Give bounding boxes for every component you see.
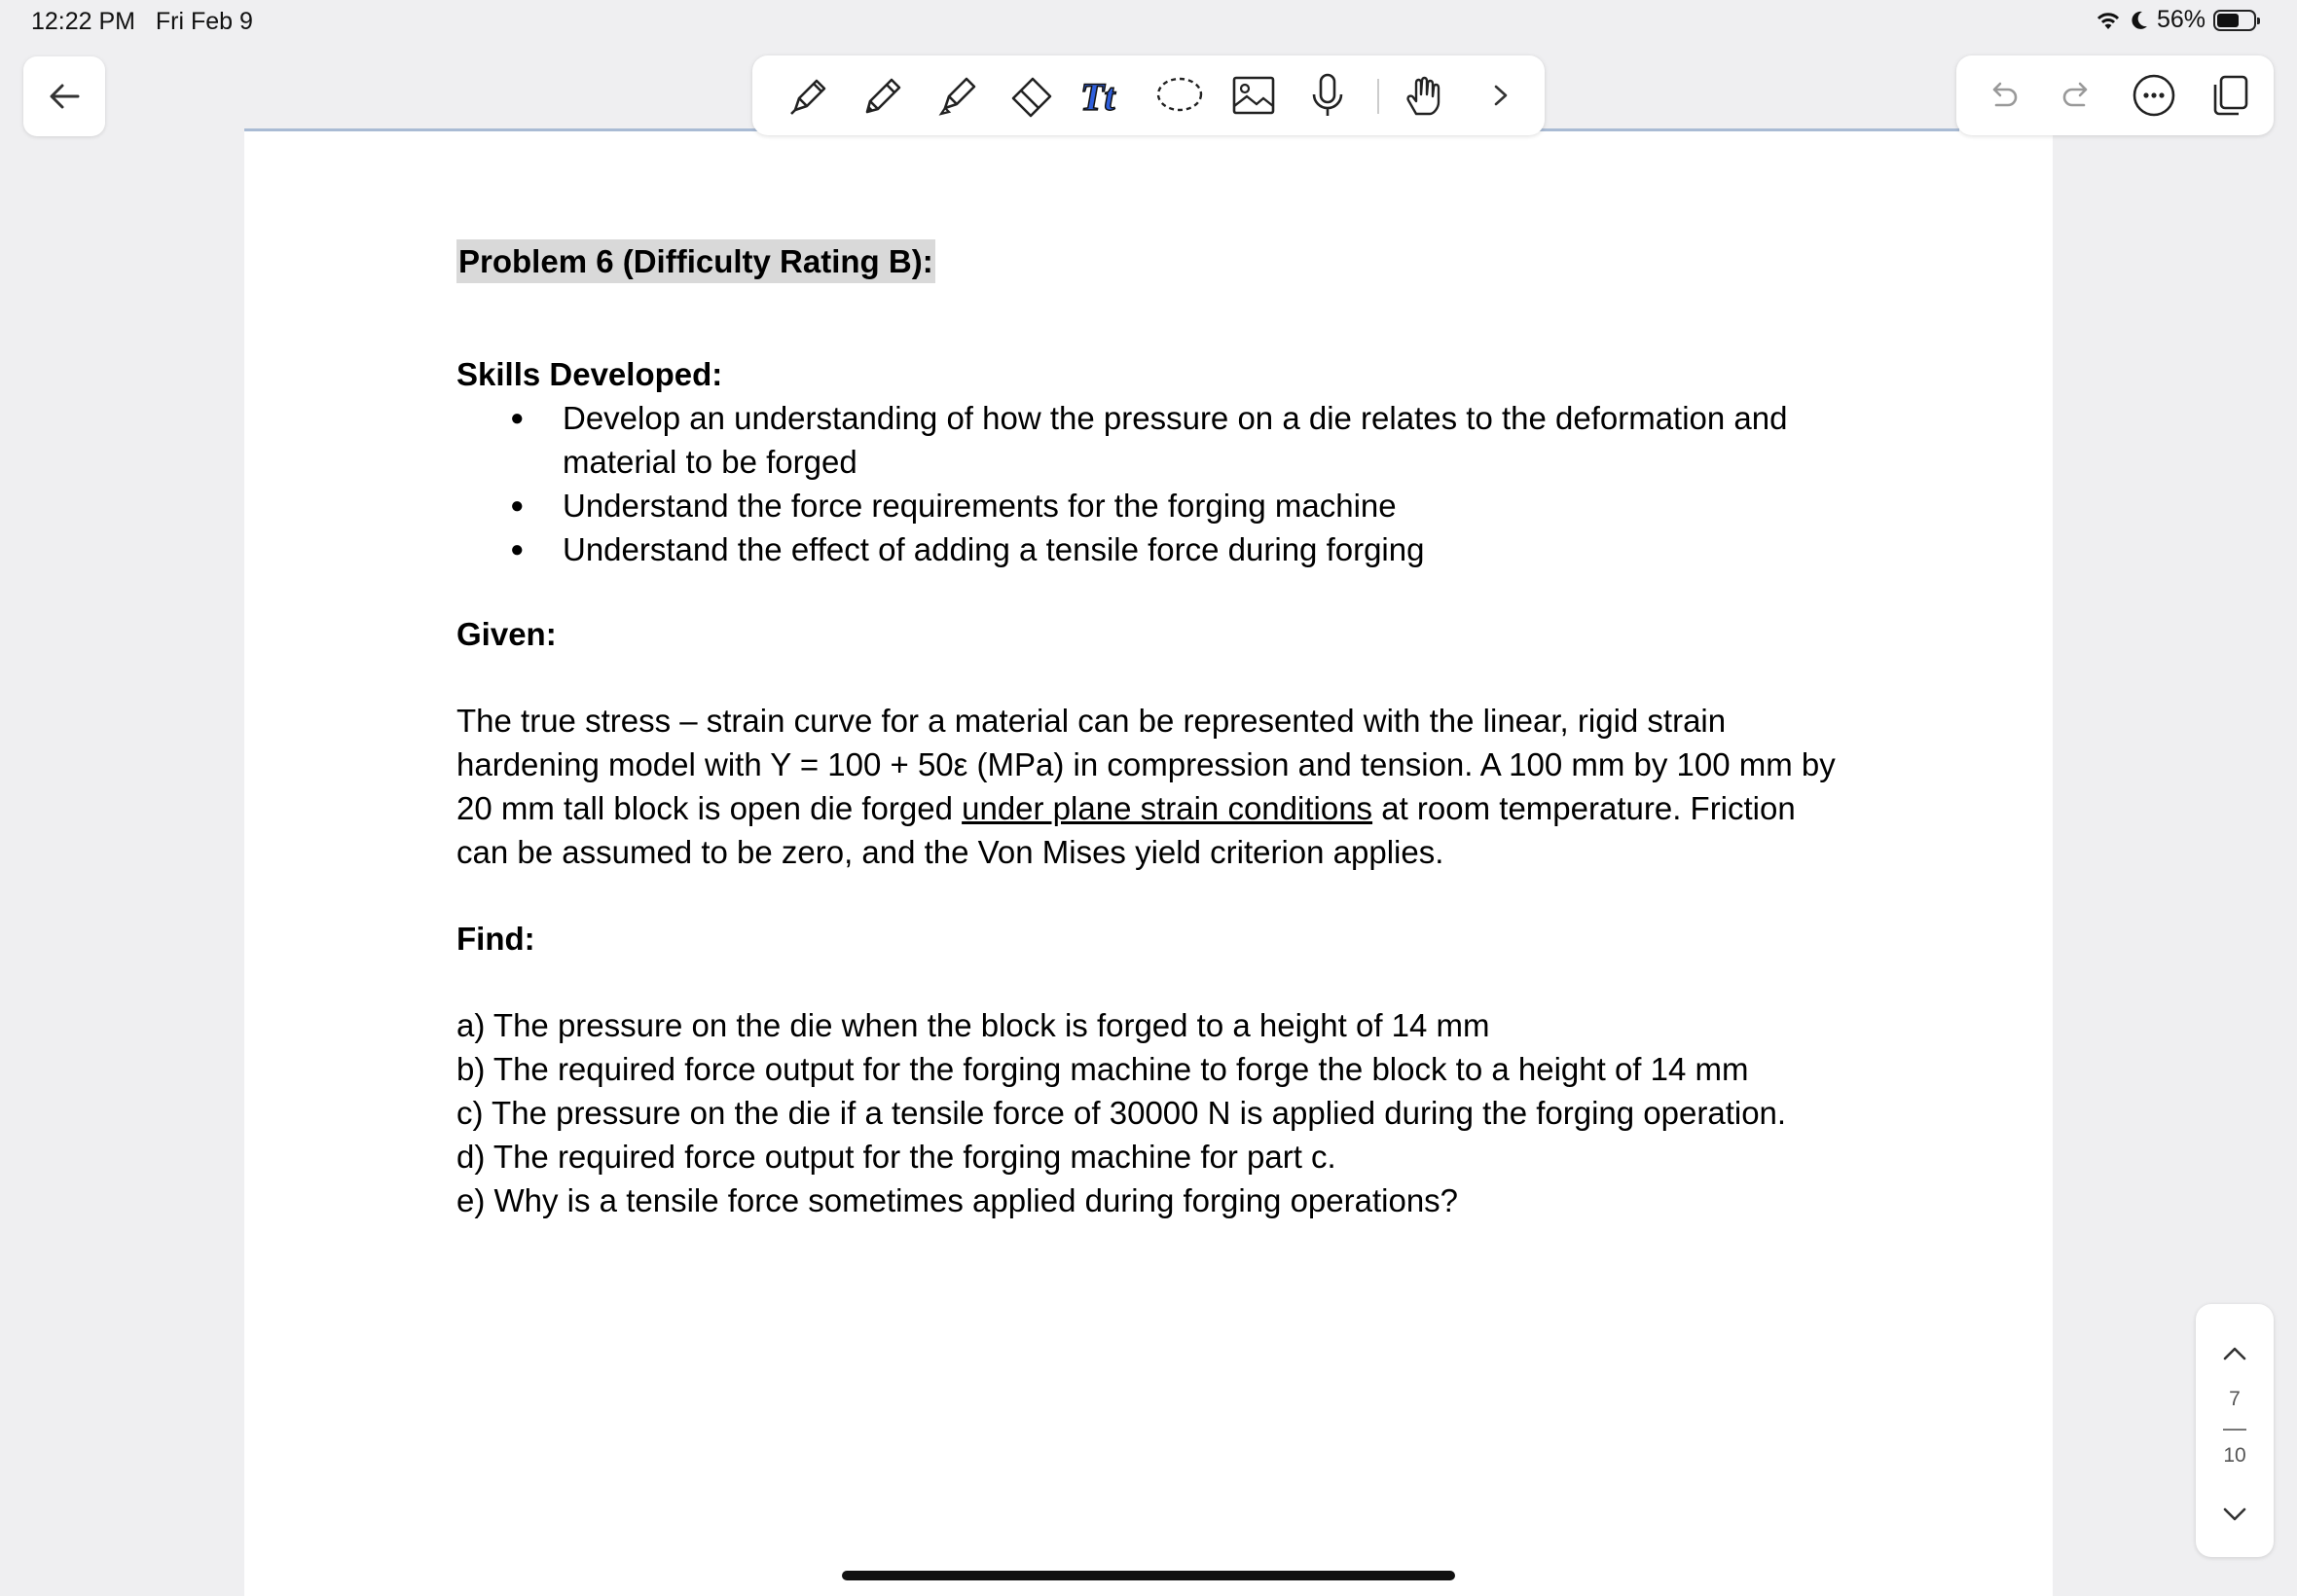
highlighter-tool-button[interactable] [930, 67, 986, 124]
skill-item: ● Understand the effect of adding a tensile force during forging [456, 527, 1839, 571]
more-tools-button[interactable] [1473, 67, 1529, 124]
pages-icon [2207, 73, 2252, 118]
svg-text:Tt: Tt [1080, 75, 1115, 119]
page-navigator [2196, 1304, 2274, 1557]
text-tool-button[interactable] [1077, 67, 1134, 124]
pencil-tool-button[interactable] [856, 67, 912, 124]
pages-button[interactable] [2202, 67, 2258, 124]
battery-percent: 56% [2156, 6, 2206, 33]
microphone-tool-button[interactable] [1299, 67, 1356, 124]
pencil-icon [859, 71, 908, 120]
given-underlined-text: under plane strain conditions [962, 790, 1373, 826]
skills-heading: Skills Developed: [456, 356, 723, 392]
given-text-part1: The true stress – strain curve for a material can be represented with the linear, rigid strain hardening model with Y = 100 + 50ε (MPa) in compression and tension. A 100 mm by 100 mm by 20 mm tall block is open die forged [456, 703, 1836, 826]
chevron-up-icon [2215, 1333, 2254, 1372]
toolbar-separator [1377, 79, 1379, 114]
find-item-c: c) The pressure on the die if a tensile force of 30000 N is applied during the forging operation. [456, 1095, 1787, 1131]
clock: 12:22 PM [31, 8, 136, 35]
find-item-e: e) Why is a tensile force sometimes applied during forging operations? [456, 1182, 1459, 1218]
pen-icon [785, 71, 834, 120]
ellipsis-circle-icon [2132, 73, 2176, 118]
find-item-a: a) The pressure on the die when the block is forged to a height of 14 mm [456, 1007, 1490, 1043]
lasso-tool-button[interactable] [1151, 67, 1208, 124]
redo-button[interactable] [2050, 67, 2106, 124]
battery-icon [2213, 10, 2256, 31]
eraser-icon [1007, 71, 1056, 120]
microphone-icon [1303, 71, 1352, 120]
moon-icon [2130, 10, 2149, 31]
right-toolbar [1956, 55, 2274, 135]
skills-list [456, 396, 1839, 571]
touch-tool-button[interactable] [1397, 67, 1453, 124]
current-page-number: 7 [2229, 1388, 2241, 1410]
next-page-button[interactable] [2215, 1495, 2254, 1534]
home-indicator [842, 1571, 1455, 1580]
document-content [456, 239, 1839, 1222]
undo-icon [1983, 76, 2022, 115]
find-item-d: d) The required force output for the forging machine for part c. [456, 1139, 1336, 1175]
drawing-toolbar [752, 55, 1545, 135]
chevron-right-icon [1486, 81, 1515, 110]
page-number-divider [2223, 1429, 2246, 1431]
wifi-icon [2095, 10, 2122, 31]
given-paragraph [456, 699, 1839, 874]
arrow-left-icon [45, 77, 84, 116]
total-page-number: 10 [2223, 1444, 2246, 1467]
previous-page-button[interactable] [2215, 1333, 2254, 1372]
hand-touch-icon [1401, 71, 1449, 120]
redo-icon [2059, 76, 2097, 115]
status-time [31, 8, 253, 36]
status-right [2095, 6, 2256, 34]
date: Fri Feb 9 [155, 8, 253, 35]
given-heading: Given: [456, 616, 557, 652]
find-heading: Find: [456, 921, 535, 957]
highlighter-icon [933, 71, 982, 120]
skill-item: ● Develop an understanding of how the pressure on a die relates to the deformation and material to be forged [456, 396, 1839, 484]
problem-heading: Problem 6 (Difficulty Rating B): [456, 239, 935, 283]
back-button[interactable] [23, 56, 105, 136]
undo-button[interactable] [1974, 67, 2030, 124]
image-icon [1229, 71, 1278, 120]
eraser-tool-button[interactable] [1003, 67, 1060, 124]
text-tool-icon [1078, 71, 1133, 120]
skill-item: ● Understand the force requirements for the forging machine [456, 484, 1839, 527]
image-tool-button[interactable] [1225, 67, 1282, 124]
chevron-down-icon [2215, 1495, 2254, 1534]
lasso-icon [1154, 71, 1205, 120]
more-options-button[interactable] [2126, 67, 2182, 124]
find-item-b: b) The required force output for the forging machine to forge the block to a height of 14 mm [456, 1051, 1749, 1087]
given-text-part2: at room temperature. Friction can be assumed to be zero, and the Von Mises yield criterion applies. [456, 790, 1796, 870]
pen-tool-button[interactable] [782, 67, 838, 124]
